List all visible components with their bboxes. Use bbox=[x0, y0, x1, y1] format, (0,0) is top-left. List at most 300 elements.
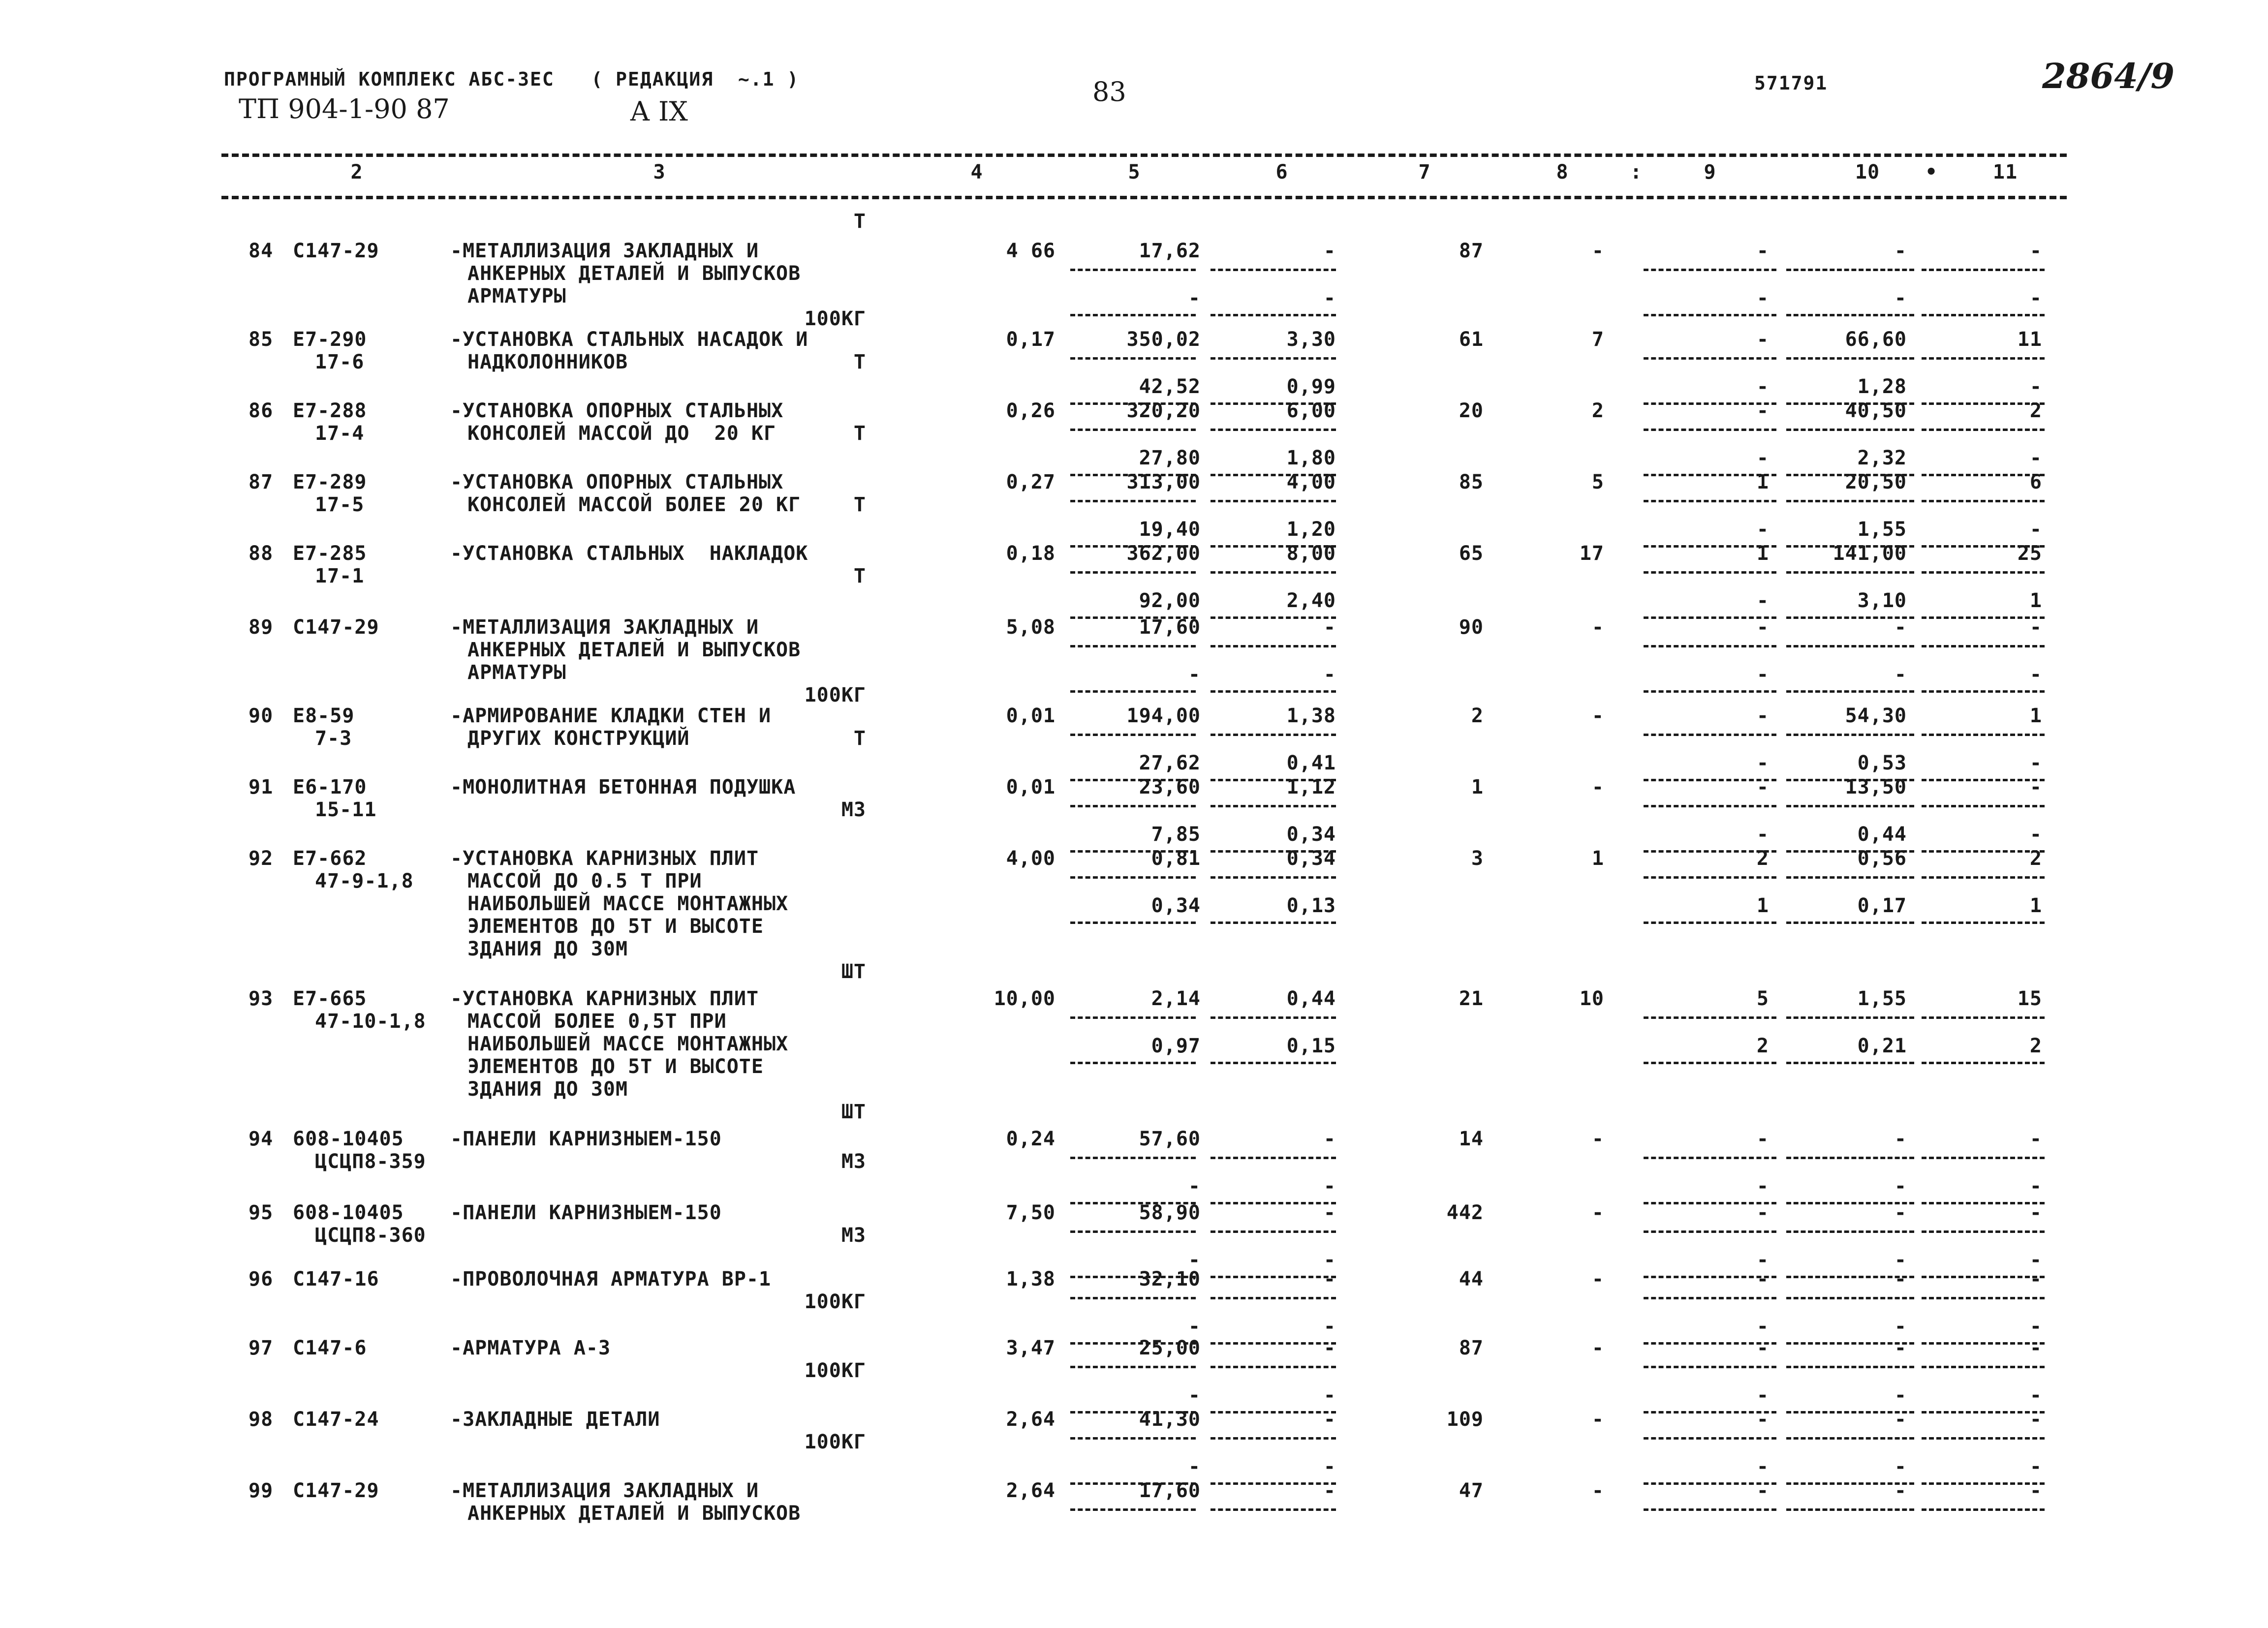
row-88-col4: 0,18 bbox=[1006, 542, 1056, 565]
row-91-rule-col11 bbox=[1922, 805, 2045, 807]
row-90-col9: - bbox=[1756, 705, 1769, 727]
row-88-col10-second: 3,10 bbox=[1857, 589, 1907, 612]
row-85-rule-col5 bbox=[1070, 357, 1196, 360]
row-97-rule-col11 bbox=[1922, 1366, 2045, 1368]
row-89-rule2-col5 bbox=[1070, 690, 1196, 693]
row-89-rule2-col10 bbox=[1786, 690, 1914, 693]
row-90-rule-col11 bbox=[1922, 734, 2045, 736]
row-96-code: С147-16 bbox=[293, 1268, 379, 1290]
row-94-col9: - bbox=[1756, 1128, 1769, 1150]
row-89-rule2-col9 bbox=[1644, 690, 1776, 693]
row-93-number: 93 bbox=[249, 987, 274, 1010]
row-94-col10: - bbox=[1894, 1128, 1907, 1150]
row-91-col9-second: - bbox=[1756, 823, 1769, 846]
row-90-col9-second: - bbox=[1756, 752, 1769, 774]
column-header-3: 4 bbox=[970, 161, 983, 184]
row-85-col6-second: 0,99 bbox=[1286, 375, 1336, 398]
row-87-unit: Т bbox=[853, 493, 866, 516]
row-84-col5: 17,62 bbox=[1139, 240, 1201, 262]
row-92-col10-second: 0,17 bbox=[1857, 894, 1907, 917]
row-84-col9: - bbox=[1756, 240, 1769, 262]
row-84-rule2-col5 bbox=[1070, 314, 1196, 316]
row-98-rule-col9 bbox=[1644, 1437, 1776, 1440]
row-89-col9: - bbox=[1756, 616, 1769, 639]
row-95-col8: - bbox=[1591, 1201, 1604, 1224]
row-86-code: 17-4 bbox=[315, 422, 365, 445]
row-86-col6: 6,00 bbox=[1286, 399, 1336, 422]
row-88-col11-second: 1 bbox=[2029, 589, 2042, 612]
row-92-description: НАИБОЛЬШЕЙ МАССЕ МОНТАЖНЫХ bbox=[467, 892, 789, 915]
header-rule-bottom bbox=[221, 196, 2067, 199]
row-86-rule-col9 bbox=[1644, 429, 1776, 431]
row-84-description: АРМАТУРЫ bbox=[467, 285, 566, 307]
row-87-col5: 313,00 bbox=[1126, 471, 1201, 493]
row-88-col9-second: - bbox=[1756, 589, 1769, 612]
row-96-col6: - bbox=[1323, 1268, 1336, 1290]
row-86-col6-second: 1,80 bbox=[1286, 447, 1336, 469]
row-86-number: 86 bbox=[249, 399, 274, 422]
row-99-col8: - bbox=[1591, 1479, 1604, 1502]
row-86-description: -УСТАНОВКА ОПОРНЫХ СТАЛЬНЫХ bbox=[450, 399, 784, 422]
row-97-col5-second: - bbox=[1188, 1384, 1201, 1407]
row-85-col11-second: - bbox=[2029, 375, 2042, 398]
row-86-rule-col11 bbox=[1922, 429, 2045, 431]
row-86-col10-second: 2,32 bbox=[1857, 447, 1907, 469]
row-87-code: Е7-289 bbox=[293, 471, 367, 493]
row-85-col9-second: - bbox=[1756, 375, 1769, 398]
row-95-col7: 442 bbox=[1446, 1201, 1484, 1224]
row-98-unit: 100КГ bbox=[804, 1431, 866, 1453]
row-96-col10: - bbox=[1894, 1268, 1907, 1290]
row-94-rule-col6 bbox=[1211, 1157, 1336, 1159]
row-93-col5: 2,14 bbox=[1151, 987, 1201, 1010]
row-90-col5: 194,00 bbox=[1126, 705, 1201, 727]
row-96-unit: 100КГ bbox=[804, 1290, 866, 1313]
row-84-unit-top: Т bbox=[853, 210, 866, 233]
row-94-description: -ПАНЕЛИ КАРНИЗНЫЕМ-150 bbox=[450, 1128, 722, 1150]
row-84-rule2-col6 bbox=[1211, 314, 1336, 316]
row-92-col7: 3 bbox=[1471, 847, 1484, 870]
row-92-col4: 4,00 bbox=[1006, 847, 1056, 870]
row-91-col5: 23,60 bbox=[1139, 776, 1201, 799]
row-90-col5-second: 27,62 bbox=[1139, 752, 1201, 774]
row-84-col10: - bbox=[1894, 240, 1907, 262]
row-84-col8: - bbox=[1591, 240, 1604, 262]
row-93-rule2-col5 bbox=[1070, 1062, 1196, 1064]
row-99-col4: 2,64 bbox=[1006, 1479, 1056, 1502]
row-98-col11-second: - bbox=[2029, 1455, 2042, 1478]
row-87-rule-col9 bbox=[1644, 500, 1776, 502]
row-95-col9: - bbox=[1756, 1201, 1769, 1224]
row-85-col6: 3,30 bbox=[1286, 328, 1336, 351]
row-95-col6: - bbox=[1323, 1201, 1336, 1224]
row-89-rule-col5 bbox=[1070, 645, 1196, 647]
row-89-col6: - bbox=[1323, 616, 1336, 639]
row-96-col8: - bbox=[1591, 1268, 1604, 1290]
row-96-rule-col6 bbox=[1211, 1297, 1336, 1299]
row-94-col9-second: - bbox=[1756, 1175, 1769, 1198]
row-94-col11: - bbox=[2029, 1128, 2042, 1150]
row-84-rule-col5 bbox=[1070, 269, 1196, 271]
row-88-rule-col11 bbox=[1922, 571, 2045, 574]
row-99-number: 99 bbox=[249, 1479, 274, 1502]
row-97-col9: - bbox=[1756, 1337, 1769, 1359]
row-84-col10-second: - bbox=[1894, 287, 1907, 309]
row-86-rule-col6 bbox=[1211, 429, 1336, 431]
row-98-col6: - bbox=[1323, 1408, 1336, 1431]
row-92-rule2-col9 bbox=[1644, 922, 1776, 924]
row-90-col4: 0,01 bbox=[1006, 705, 1056, 727]
row-96-col7: 44 bbox=[1459, 1268, 1484, 1290]
row-85-description: -УСТАНОВКА СТАЛЬНЫХ НАСАДОК И bbox=[450, 328, 808, 351]
row-92-rule2-col5 bbox=[1070, 922, 1196, 924]
row-91-rule-col6 bbox=[1211, 805, 1336, 807]
row-92-col8: 1 bbox=[1591, 847, 1604, 870]
row-96-col5: 32,10 bbox=[1139, 1268, 1201, 1290]
row-93-rule-col11 bbox=[1922, 1016, 2045, 1019]
row-97-col9-second: - bbox=[1756, 1384, 1769, 1407]
row-99-rule-col5 bbox=[1070, 1508, 1196, 1511]
row-85-col11: 11 bbox=[2017, 328, 2042, 351]
row-94-number: 94 bbox=[249, 1128, 274, 1150]
row-92-col6: 0,34 bbox=[1286, 847, 1336, 870]
row-97-rule-col10 bbox=[1786, 1366, 1914, 1368]
row-88-col7: 65 bbox=[1459, 542, 1484, 565]
row-93-col5-second: 0,97 bbox=[1151, 1035, 1201, 1057]
row-89-rule-col11 bbox=[1922, 645, 2045, 647]
row-93-col6: 0,44 bbox=[1286, 987, 1336, 1010]
row-94-rule-col9 bbox=[1644, 1157, 1776, 1159]
row-87-col11: 6 bbox=[2029, 471, 2042, 493]
row-98-col7: 109 bbox=[1446, 1408, 1484, 1431]
row-98-col5-second: - bbox=[1188, 1455, 1201, 1478]
project-number: ТП 904-1-90 87 bbox=[239, 93, 450, 124]
row-90-col10-second: 0,53 bbox=[1857, 752, 1907, 774]
row-99-code: С147-29 bbox=[293, 1479, 379, 1502]
row-92-rule-col6 bbox=[1211, 876, 1336, 879]
row-93-unit: ШТ bbox=[841, 1101, 866, 1123]
row-95-col9-second: - bbox=[1756, 1249, 1769, 1271]
row-88-rule-col6 bbox=[1211, 571, 1336, 574]
row-85-col4: 0,17 bbox=[1006, 328, 1056, 351]
row-89-col5-second: - bbox=[1188, 663, 1201, 686]
row-88-col5: 362,00 bbox=[1126, 542, 1201, 565]
row-87-rule-col6 bbox=[1211, 500, 1336, 502]
row-98-rule-col11 bbox=[1922, 1437, 2045, 1440]
row-85-col7: 61 bbox=[1459, 328, 1484, 351]
row-95-number: 95 bbox=[249, 1201, 274, 1224]
row-87-number: 87 bbox=[249, 471, 274, 493]
row-93-col11-second: 2 bbox=[2029, 1035, 2042, 1057]
row-93-code: 47-10-1,8 bbox=[315, 1010, 426, 1033]
row-98-description: -ЗАКЛАДНЫЕ ДЕТАЛИ bbox=[450, 1408, 660, 1431]
row-97-rule-col5 bbox=[1070, 1366, 1196, 1368]
row-92-description: ЗДАНИЯ ДО 30М bbox=[467, 938, 628, 960]
row-87-col4: 0,27 bbox=[1006, 471, 1056, 493]
row-87-col9: 1 bbox=[1756, 471, 1769, 493]
row-99-description: -МЕТАЛЛИЗАЦИЯ ЗАКЛАДНЫХ И bbox=[450, 1479, 759, 1502]
row-98-col5: 41,30 bbox=[1139, 1408, 1201, 1431]
row-88-col8: 17 bbox=[1579, 542, 1604, 565]
row-99-rule-col10 bbox=[1786, 1508, 1914, 1511]
row-97-unit: 100КГ bbox=[804, 1359, 866, 1382]
row-87-code: 17-5 bbox=[315, 493, 365, 516]
row-90-rule-col10 bbox=[1786, 734, 1914, 736]
row-91-code: Е6-170 bbox=[293, 776, 367, 799]
row-89-col10: - bbox=[1894, 616, 1907, 639]
row-90-code: 7-3 bbox=[315, 727, 352, 750]
row-90-col11: 1 bbox=[2029, 705, 2042, 727]
row-95-rule-col5 bbox=[1070, 1230, 1196, 1233]
row-92-rule-col5 bbox=[1070, 876, 1196, 879]
row-88-rule-col10 bbox=[1786, 571, 1914, 574]
row-84-rule-col11 bbox=[1922, 269, 2045, 271]
row-88-rule-col5 bbox=[1070, 571, 1196, 574]
row-93-col10-second: 0,21 bbox=[1857, 1035, 1907, 1057]
row-93-rule-col10 bbox=[1786, 1016, 1914, 1019]
row-86-code: Е7-288 bbox=[293, 399, 367, 422]
row-90-code: Е8-59 bbox=[293, 705, 355, 727]
row-92-col5-second: 0,34 bbox=[1151, 894, 1201, 917]
row-95-col11: - bbox=[2029, 1201, 2042, 1224]
row-94-unit: М3 bbox=[841, 1150, 866, 1173]
row-89-col9-second: - bbox=[1756, 663, 1769, 686]
row-88-code: 17-1 bbox=[315, 565, 365, 587]
row-87-col5-second: 19,40 bbox=[1139, 518, 1201, 541]
row-93-rule2-col10 bbox=[1786, 1062, 1914, 1064]
row-93-description: МАССОЙ БОЛЕЕ 0,5Т ПРИ bbox=[467, 1010, 727, 1033]
row-96-rule-col10 bbox=[1786, 1297, 1914, 1299]
row-95-col11-second: - bbox=[2029, 1249, 2042, 1271]
row-93-col4: 10,00 bbox=[994, 987, 1056, 1010]
row-84-rule2-col10 bbox=[1786, 314, 1914, 316]
row-84-col5-second: - bbox=[1188, 287, 1201, 309]
row-88-col10: 141,00 bbox=[1833, 542, 1907, 565]
row-87-description: КОНСОЛЕЙ МАССОЙ БОЛЕЕ 20 КГ bbox=[467, 493, 801, 516]
row-94-col11-second: - bbox=[2029, 1175, 2042, 1198]
header-rule-top bbox=[221, 154, 2067, 157]
row-92-rule2-col10 bbox=[1786, 922, 1914, 924]
row-90-unit: Т bbox=[853, 727, 866, 750]
row-92-col10: 0,56 bbox=[1857, 847, 1907, 870]
row-99-rule-col11 bbox=[1922, 1508, 2045, 1511]
row-87-col11-second: - bbox=[2029, 518, 2042, 541]
row-85-col10: 66,60 bbox=[1845, 328, 1907, 351]
row-98-col10-second: - bbox=[1894, 1455, 1907, 1478]
row-99-col9: - bbox=[1756, 1479, 1769, 1502]
row-84-rule-col6 bbox=[1211, 269, 1336, 271]
row-86-description: КОНСОЛЕЙ МАССОЙ ДО 20 КГ bbox=[467, 422, 777, 445]
row-84-rule-col10 bbox=[1786, 269, 1914, 271]
row-95-rule-col6 bbox=[1211, 1230, 1336, 1233]
row-91-col10: 13,50 bbox=[1845, 776, 1907, 799]
row-89-description: -МЕТАЛЛИЗАЦИЯ ЗАКЛАДНЫХ И bbox=[450, 616, 759, 639]
row-86-col10: 40,50 bbox=[1845, 399, 1907, 422]
row-94-col6: - bbox=[1323, 1128, 1336, 1150]
row-85-col8: 7 bbox=[1591, 328, 1604, 351]
row-96-col9: - bbox=[1756, 1268, 1769, 1290]
row-86-col4: 0,26 bbox=[1006, 399, 1056, 422]
row-98-col11: - bbox=[2029, 1408, 2042, 1431]
row-84-col11-second: - bbox=[2029, 287, 2042, 309]
row-94-col8: - bbox=[1591, 1128, 1604, 1150]
row-96-col6-second: - bbox=[1323, 1315, 1336, 1338]
row-86-rule-col10 bbox=[1786, 429, 1914, 431]
row-87-rule-col11 bbox=[1922, 500, 2045, 502]
row-98-col8: - bbox=[1591, 1408, 1604, 1431]
column-header-2: 3 bbox=[653, 161, 666, 184]
album-label: А IX bbox=[630, 96, 688, 127]
row-89-col5: 17,60 bbox=[1139, 616, 1201, 639]
row-85-code: Е7-290 bbox=[293, 328, 367, 351]
row-97-description: -АРМАТУРА А-3 bbox=[450, 1337, 611, 1359]
row-90-rule-col6 bbox=[1211, 734, 1336, 736]
row-89-unit: 100КГ bbox=[804, 684, 866, 706]
row-91-col9: - bbox=[1756, 776, 1769, 799]
row-91-col4: 0,01 bbox=[1006, 776, 1056, 799]
row-85-col9: - bbox=[1756, 328, 1769, 351]
row-97-col8: - bbox=[1591, 1337, 1604, 1359]
row-98-code: С147-24 bbox=[293, 1408, 379, 1431]
row-87-rule-col10 bbox=[1786, 500, 1914, 502]
row-94-col5-second: - bbox=[1188, 1175, 1201, 1198]
row-98-rule-col10 bbox=[1786, 1437, 1914, 1440]
row-92-description: -УСТАНОВКА КАРНИЗНЫХ ПЛИТ bbox=[450, 847, 759, 870]
row-89-col11-second: - bbox=[2029, 663, 2042, 686]
row-87-col8: 5 bbox=[1591, 471, 1604, 493]
row-96-col11-second: - bbox=[2029, 1315, 2042, 1338]
row-93-rule2-col11 bbox=[1922, 1062, 2045, 1064]
row-84-col7: 87 bbox=[1459, 240, 1484, 262]
row-97-col10-second: - bbox=[1894, 1384, 1907, 1407]
row-95-rule-col10 bbox=[1786, 1230, 1914, 1233]
row-92-col11: 2 bbox=[2029, 847, 2042, 870]
column-header-1: 2 bbox=[350, 161, 363, 184]
row-88-code: Е7-285 bbox=[293, 542, 367, 565]
row-97-col4: 3,47 bbox=[1006, 1337, 1056, 1359]
row-95-rule-col9 bbox=[1644, 1230, 1776, 1233]
row-88-number: 88 bbox=[249, 542, 274, 565]
row-93-rule2-col6 bbox=[1211, 1062, 1336, 1064]
document-code: 571791 bbox=[1754, 72, 1828, 94]
row-84-description: АНКЕРНЫХ ДЕТАЛЕЙ И ВЫПУСКОВ bbox=[467, 262, 801, 285]
row-93-code: Е7-665 bbox=[293, 987, 367, 1010]
row-89-rule-col9 bbox=[1644, 645, 1776, 647]
row-93-description: ЭЛЕМЕНТОВ ДО 5Т И ВЫСОТЕ bbox=[467, 1055, 764, 1078]
row-93-rule2-col9 bbox=[1644, 1062, 1776, 1064]
row-94-code: ЦСЦП8-359 bbox=[315, 1150, 426, 1173]
row-91-code: 15-11 bbox=[315, 799, 377, 821]
row-92-rule-col9 bbox=[1644, 876, 1776, 879]
row-88-col6: 8,00 bbox=[1286, 542, 1336, 565]
row-92-code: Е7-662 bbox=[293, 847, 367, 870]
row-87-description: -УСТАНОВКА ОПОРНЫХ СТАЛЬНЫХ bbox=[450, 471, 784, 493]
row-89-col4: 5,08 bbox=[1006, 616, 1056, 639]
row-98-number: 98 bbox=[249, 1408, 274, 1431]
row-94-col4: 0,24 bbox=[1006, 1128, 1056, 1150]
row-92-description: ЭЛЕМЕНТОВ ДО 5Т И ВЫСОТЕ bbox=[467, 915, 764, 938]
row-90-col10: 54,30 bbox=[1845, 705, 1907, 727]
row-95-col4: 7,50 bbox=[1006, 1201, 1056, 1224]
row-92-rule-col11 bbox=[1922, 876, 2045, 879]
row-91-rule-col9 bbox=[1644, 805, 1776, 807]
row-93-col6-second: 0,15 bbox=[1286, 1035, 1336, 1057]
column-header-7: 8 bbox=[1556, 161, 1569, 184]
row-89-rule2-col6 bbox=[1211, 690, 1336, 693]
row-94-col7: 14 bbox=[1459, 1128, 1484, 1150]
row-91-rule-col5 bbox=[1070, 805, 1196, 807]
row-91-col5-second: 7,85 bbox=[1151, 823, 1201, 846]
row-99-col11: - bbox=[2029, 1479, 2042, 1502]
row-87-col10-second: 1,55 bbox=[1857, 518, 1907, 541]
row-95-description: -ПАНЕЛИ КАРНИЗНЫЕМ-150 bbox=[450, 1201, 722, 1224]
row-91-col11-second: - bbox=[2029, 823, 2042, 846]
row-85-unit: Т bbox=[853, 351, 866, 373]
row-89-rule-col10 bbox=[1786, 645, 1914, 647]
row-97-col11-second: - bbox=[2029, 1384, 2042, 1407]
column-header-8: : bbox=[1630, 161, 1643, 184]
row-97-col5: 25,00 bbox=[1139, 1337, 1201, 1359]
row-92-unit: ШТ bbox=[841, 960, 866, 983]
row-95-col10-second: - bbox=[1894, 1249, 1907, 1271]
row-89-col7: 90 bbox=[1459, 616, 1484, 639]
row-94-col6-second: - bbox=[1323, 1175, 1336, 1198]
row-90-number: 90 bbox=[249, 705, 274, 727]
row-87-col6: 4,00 bbox=[1286, 471, 1336, 493]
row-94-rule-col10 bbox=[1786, 1157, 1914, 1159]
row-91-col6-second: 0,34 bbox=[1286, 823, 1336, 846]
row-87-col10: 20,50 bbox=[1845, 471, 1907, 493]
row-84-col6: - bbox=[1323, 240, 1336, 262]
row-85-col5: 350,02 bbox=[1126, 328, 1201, 351]
row-92-description: МАССОЙ ДО 0.5 Т ПРИ bbox=[467, 870, 702, 892]
row-93-description: ЗДАНИЯ ДО 30М bbox=[467, 1078, 628, 1101]
row-88-unit: Т bbox=[853, 565, 866, 587]
row-98-rule-col5 bbox=[1070, 1437, 1196, 1440]
page-number: 83 bbox=[1092, 76, 1126, 107]
row-99-col7: 47 bbox=[1459, 1479, 1484, 1502]
row-95-code: ЦСЦП8-360 bbox=[315, 1224, 426, 1247]
row-91-col11: - bbox=[2029, 776, 2042, 799]
row-96-col10-second: - bbox=[1894, 1315, 1907, 1338]
row-93-rule-col5 bbox=[1070, 1016, 1196, 1019]
row-90-col6-second: 0,41 bbox=[1286, 752, 1336, 774]
row-94-rule-col5 bbox=[1070, 1157, 1196, 1159]
row-88-col6-second: 2,40 bbox=[1286, 589, 1336, 612]
row-93-col9-second: 2 bbox=[1756, 1035, 1769, 1057]
row-93-col7: 21 bbox=[1459, 987, 1484, 1010]
row-87-rule-col5 bbox=[1070, 500, 1196, 502]
row-92-rule-col10 bbox=[1786, 876, 1914, 879]
row-98-rule-col6 bbox=[1211, 1437, 1336, 1440]
row-99-col5: 17,60 bbox=[1139, 1479, 1201, 1502]
row-98-col6-second: - bbox=[1323, 1455, 1336, 1478]
row-85-rule-col10 bbox=[1786, 357, 1914, 360]
row-84-col4: 4 66 bbox=[1006, 240, 1056, 262]
row-84-description: -МЕТАЛЛИЗАЦИЯ ЗАКЛАДНЫХ И bbox=[450, 240, 759, 262]
row-91-col10-second: 0,44 bbox=[1857, 823, 1907, 846]
row-86-col5: 320,20 bbox=[1126, 399, 1201, 422]
row-93-rule-col9 bbox=[1644, 1016, 1776, 1019]
row-89-col10-second: - bbox=[1894, 663, 1907, 686]
row-98-col10: - bbox=[1894, 1408, 1907, 1431]
row-85-rule-col9 bbox=[1644, 357, 1776, 360]
row-96-col4: 1,38 bbox=[1006, 1268, 1056, 1290]
row-92-rule2-col11 bbox=[1922, 922, 2045, 924]
row-89-description: АРМАТУРЫ bbox=[467, 661, 566, 684]
row-89-description: АНКЕРНЫХ ДЕТАЛЕЙ И ВЫПУСКОВ bbox=[467, 639, 801, 661]
row-88-col11: 25 bbox=[2017, 542, 2042, 565]
